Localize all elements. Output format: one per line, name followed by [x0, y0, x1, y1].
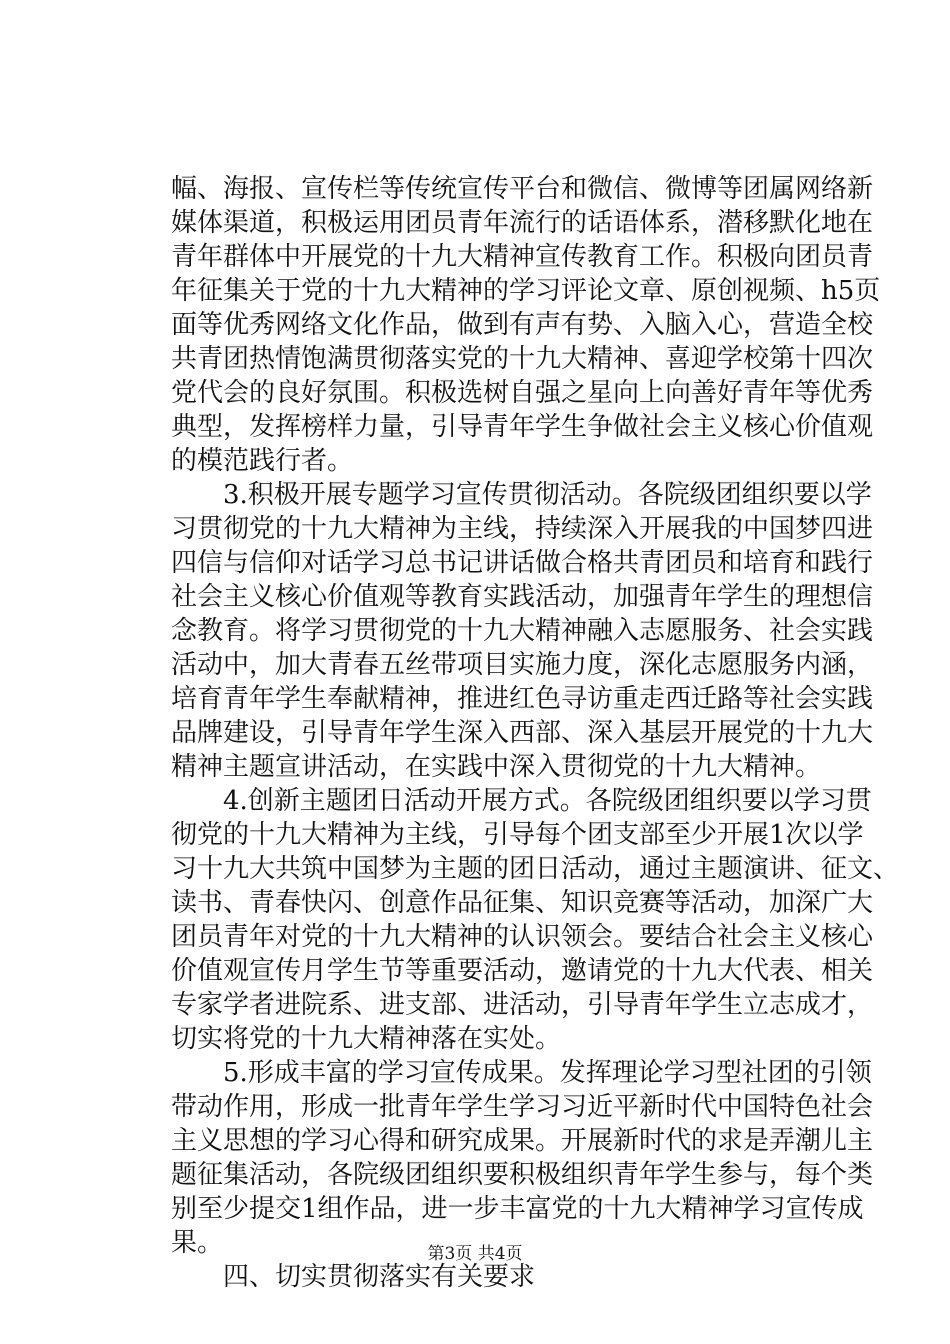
text-line: 3.积极开展专题学习宣传贯彻活动。各院级团组织要以学: [171, 480, 872, 510]
text-line: 面等优秀网络文化作品，做到有声有势、入脑入心，营造全校: [171, 310, 874, 340]
text-line: 习贯彻党的十九大精神为主线，持续深入开展我的中国梦四进: [171, 514, 874, 544]
text-line: 社会主义核心价值观等教育实践活动，加强青年学生的理想信: [171, 582, 874, 612]
text-line: 带动作用，形成一批青年学生学习习近平新时代中国特色社会: [171, 1092, 874, 1122]
text-line: 媒体渠道，积极运用团员青年流行的话语体系，潜移默化地在: [171, 208, 874, 238]
text-line: 党代会的良好氛围。积极选树自强之星向上向善好青年等优秀: [171, 378, 874, 408]
text-line: 年征集关于党的十九大精神的学习评论文章、原创视频、h5页: [171, 276, 881, 306]
text-line: 价值观宣传月学生节等重要活动，邀请党的十九大代表、相关: [171, 956, 874, 986]
text-line: 别至少提交1组作品，进一步丰富党的十九大精神学习宣传成: [171, 1194, 864, 1224]
text-line: 习十九大共筑中国梦为主题的团日活动，通过主题演讲、征文、: [171, 854, 900, 884]
text-line: 精神主题宣讲活动，在实践中深入贯彻党的十九大精神。: [171, 752, 822, 782]
text-line: 彻党的十九大精神为主线，引导每个团支部至少开展1次以学: [171, 820, 864, 850]
document-body: [171, 172, 900, 1294]
text-line: 题征集活动，各院级团组织要积极组织青年学生参与，每个类: [171, 1160, 874, 1190]
text-line: 的模范践行者。: [171, 446, 354, 476]
text-line: 5.形成丰富的学习宣传成果。发挥理论学习型社团的引领: [171, 1058, 872, 1088]
text-line: 专家学者进院系、进支部、进活动，引导青年学生立志成才，: [171, 990, 874, 1020]
text-line: 切实将党的十九大精神落在实处。: [171, 1024, 562, 1054]
text-line: 4.创新主题团日活动开展方式。各院级团组织要以学习贯: [171, 786, 872, 816]
text-line: 品牌建设，引导青年学生深入西部、深入基层开展党的十九大: [171, 718, 874, 748]
text-line: 共青团热情饱满贯彻落实党的十九大精神、喜迎学校第十四次: [171, 344, 874, 374]
text-line: 培育青年学生奉献精神，推进红色寻访重走西迁路等社会实践: [171, 684, 874, 714]
text-line: 四、切实贯彻落实有关要求: [171, 1262, 536, 1292]
text-line: 读书、青春快闪、创意作品征集、知识竞赛等活动，加深广大: [171, 888, 874, 918]
text-line: 念教育。将学习贯彻党的十九大精神融入志愿服务、社会实践: [171, 616, 874, 646]
text-line: 果。: [171, 1228, 224, 1258]
text-line: 典型，发挥榜样力量，引导青年学生争做社会主义核心价值观: [171, 412, 874, 442]
text-line: 青年群体中开展党的十九大精神宣传教育工作。积极向团员青: [171, 242, 874, 272]
text-line: 四信与信仰对话学习总书记讲话做合格共青团员和培育和践行: [171, 548, 874, 578]
page-footer: 第3页 共4页: [427, 1244, 523, 1264]
text-line: 主义思想的学习心得和研究成果。开展新时代的求是弄潮儿主: [171, 1126, 874, 1156]
text-line: 团员青年对党的十九大精神的认识领会。要结合社会主义核心: [171, 922, 874, 952]
text-line: 活动中，加大青春五丝带项目实施力度，深化志愿服务内涵，: [171, 650, 874, 680]
text-line: 幅、海报、宣传栏等传统宣传平台和微信、微博等团属网络新: [171, 174, 874, 204]
